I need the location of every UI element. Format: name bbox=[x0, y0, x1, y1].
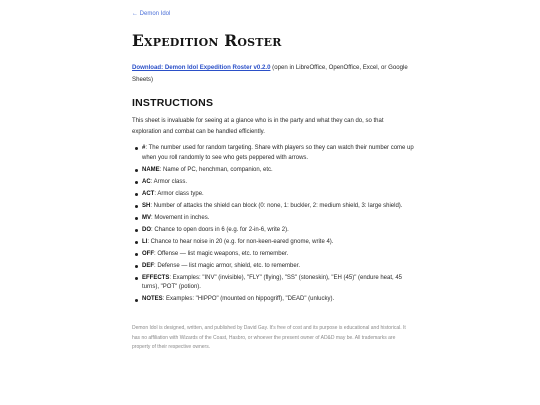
field-list-item bbox=[142, 238, 414, 248]
bullet-icon bbox=[135, 217, 138, 220]
field-term: OFF bbox=[142, 250, 154, 257]
field-list-item bbox=[142, 202, 414, 212]
field-term: DEF bbox=[142, 262, 154, 269]
field-term: AC bbox=[142, 178, 151, 185]
field-description: : Number of attacks the shield can block (0: none, 1: buckler, 2: medium shield, 3: large shield). bbox=[150, 202, 403, 209]
field-description: : Armor class. bbox=[150, 178, 188, 185]
field-description: : Chance to open doors in 6 (e.g. for 2-in-6, write 2). bbox=[151, 226, 289, 233]
field-description: : Chance to hear noise in 20 (e.g. for non-keen-eared gnome, write 4). bbox=[147, 238, 334, 245]
field-list bbox=[132, 144, 414, 305]
bullet-icon bbox=[135, 277, 138, 280]
field-list-item bbox=[142, 262, 414, 272]
field-term: MV bbox=[142, 214, 151, 221]
field-description: : Name of PC, henchman, companion, etc. bbox=[159, 166, 273, 173]
field-term: NAME bbox=[142, 166, 160, 173]
bullet-icon bbox=[135, 169, 138, 172]
bullet-icon bbox=[135, 147, 138, 150]
bullet-icon bbox=[135, 193, 138, 196]
field-list-item bbox=[142, 144, 414, 164]
field-term: NOTES bbox=[142, 296, 163, 303]
download-link[interactable]: Download: Demon Idol Expedition Roster v0.2.0 bbox=[132, 64, 271, 71]
field-description: : Armor class type. bbox=[154, 190, 204, 197]
instructions-heading: INSTRUCTIONS bbox=[132, 97, 214, 109]
field-term: # bbox=[142, 145, 146, 151]
footer-disclaimer: Demon Idol is designed, written, and published by David Gay. It's free of cost and its purpose is educational and historical. It has no affiliation with Wizards of the Coast, Hasbro, or whoever the present owner of AD&D may be. All trademarks are property of their respective owners. bbox=[132, 325, 406, 351]
back-link[interactable]: ← Demon Idol bbox=[132, 11, 171, 17]
field-term: EFFECTS bbox=[142, 274, 170, 281]
field-list-item bbox=[142, 226, 414, 236]
field-list-item bbox=[142, 166, 414, 176]
bullet-icon bbox=[135, 181, 138, 184]
field-list-item bbox=[142, 190, 414, 200]
bullet-icon bbox=[135, 299, 138, 302]
bullet-icon bbox=[135, 241, 138, 244]
field-description: : Movement in inches. bbox=[151, 214, 210, 221]
field-description: : Offense — list magic weapons, etc. to remember. bbox=[154, 250, 289, 257]
field-description: : The number used for random targeting. Share with players so they can watch their number come up when you roll randomly to see who gets peppered with arrows. bbox=[142, 145, 414, 161]
field-term: LI bbox=[142, 238, 148, 245]
bullet-icon bbox=[135, 265, 138, 268]
download-paragraph bbox=[132, 62, 414, 85]
field-description: : Examples: "INV" (invisible), "FLY" (flying), "SS" (stoneskin), "EH (45)" (endure heat, 45 turns), "POT" (potion). bbox=[142, 274, 403, 291]
field-description: : Examples: "HIPPO" (mounted on hippogriff), "DEAD" (unlucky). bbox=[162, 296, 335, 303]
field-list-item bbox=[142, 274, 414, 294]
field-list-item bbox=[142, 295, 414, 305]
field-term: SH bbox=[142, 202, 151, 209]
instructions-intro: This sheet is invaluable for seeing at a glance who is in the party and what they can do, so that exploration and combat can be handled efficiently. bbox=[132, 118, 384, 135]
bullet-icon bbox=[135, 205, 138, 208]
bullet-icon bbox=[135, 253, 138, 256]
field-list-item bbox=[142, 178, 414, 188]
field-list-item bbox=[142, 214, 414, 224]
page-title: Expedition Roster bbox=[132, 31, 282, 50]
content-column bbox=[132, 10, 414, 353]
field-description: : Defense — list magic armor, shield, etc. to remember. bbox=[154, 262, 301, 269]
download-note: (open in LibreOffice, OpenOffice, Excel, or Google Sheets) bbox=[132, 64, 408, 83]
field-list-item bbox=[142, 250, 414, 260]
field-term: DO bbox=[142, 226, 151, 233]
field-term: ACT bbox=[142, 190, 155, 197]
bullet-icon bbox=[135, 229, 138, 232]
